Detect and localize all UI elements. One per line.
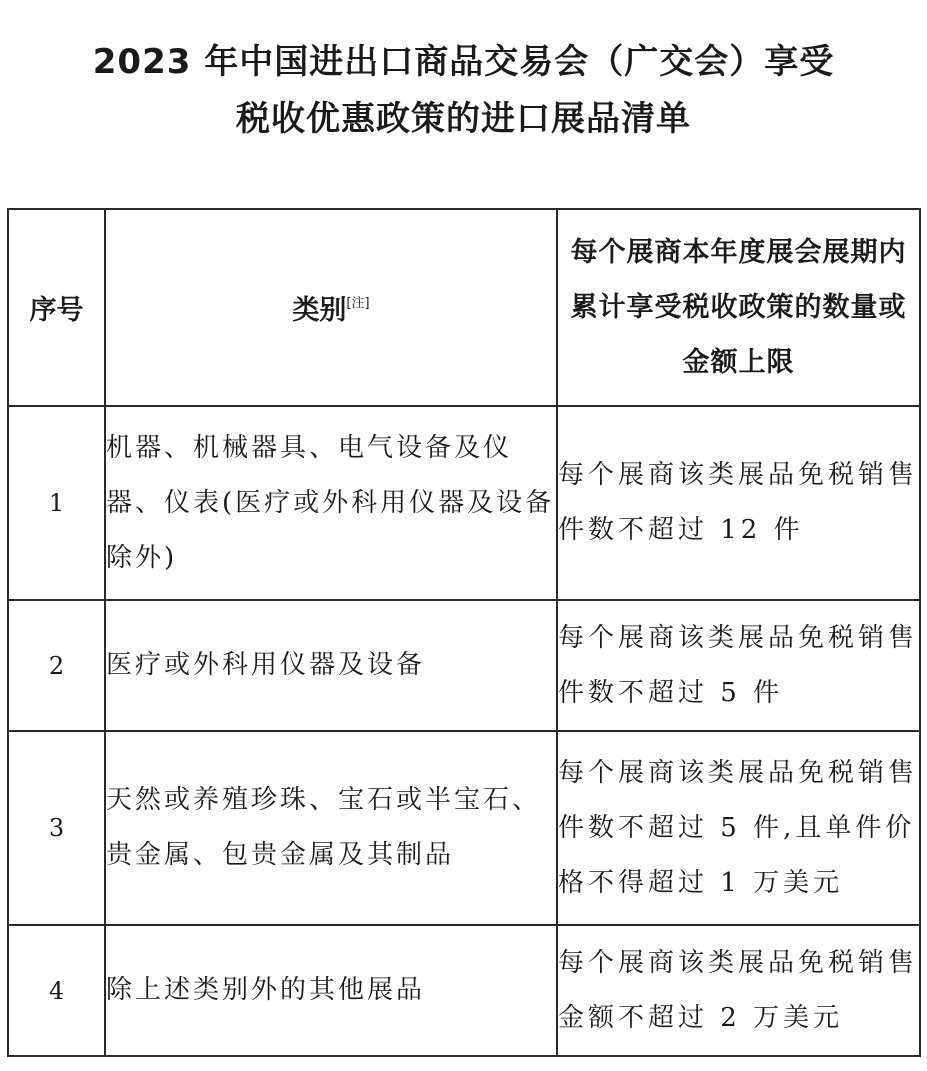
header-seq: 序号	[8, 209, 105, 406]
table-row	[8, 925, 920, 1056]
table-row	[8, 731, 920, 925]
row-category: 医疗或外科用仪器及设备	[105, 600, 557, 731]
exhibit-list-table	[7, 208, 921, 1057]
header-category	[105, 209, 557, 406]
header-category-note: [注]	[346, 296, 370, 311]
row-category: 机器、机械器具、电气设备及仪器、仪表(医疗或外科用仪器及设备除外)	[105, 406, 557, 600]
row-limit: 每个展商该类展品免税销售件数不超过 12 件	[557, 406, 920, 600]
table-row	[8, 406, 920, 600]
row-seq: 1	[8, 406, 105, 600]
table-header-row	[8, 209, 920, 406]
row-limit: 每个展商该类展品免税销售件数不超过 5 件	[557, 600, 920, 731]
row-category: 除上述类别外的其他展品	[105, 925, 557, 1056]
row-seq: 4	[8, 925, 105, 1056]
row-seq: 3	[8, 731, 105, 925]
table-row	[8, 600, 920, 731]
document-title-line-1: 2023 年中国进出口商品交易会（广交会）享受	[92, 42, 835, 82]
document-title-line-2: 税收优惠政策的进口展品清单	[236, 99, 691, 139]
row-limit: 每个展商该类展品免税销售件数不超过 5 件,且单件价格不得超过 1 万美元	[557, 731, 920, 925]
row-limit: 每个展商该类展品免税销售金额不超过 2 万美元	[557, 925, 920, 1056]
header-limit: 每个展商本年度展会展期内累计享受税收政策的数量或金额上限	[557, 209, 920, 406]
row-category: 天然或养殖珍珠、宝石或半宝石、贵金属、包贵金属及其制品	[105, 731, 557, 925]
row-seq: 2	[8, 600, 105, 731]
header-category-label: 类别	[292, 295, 347, 326]
